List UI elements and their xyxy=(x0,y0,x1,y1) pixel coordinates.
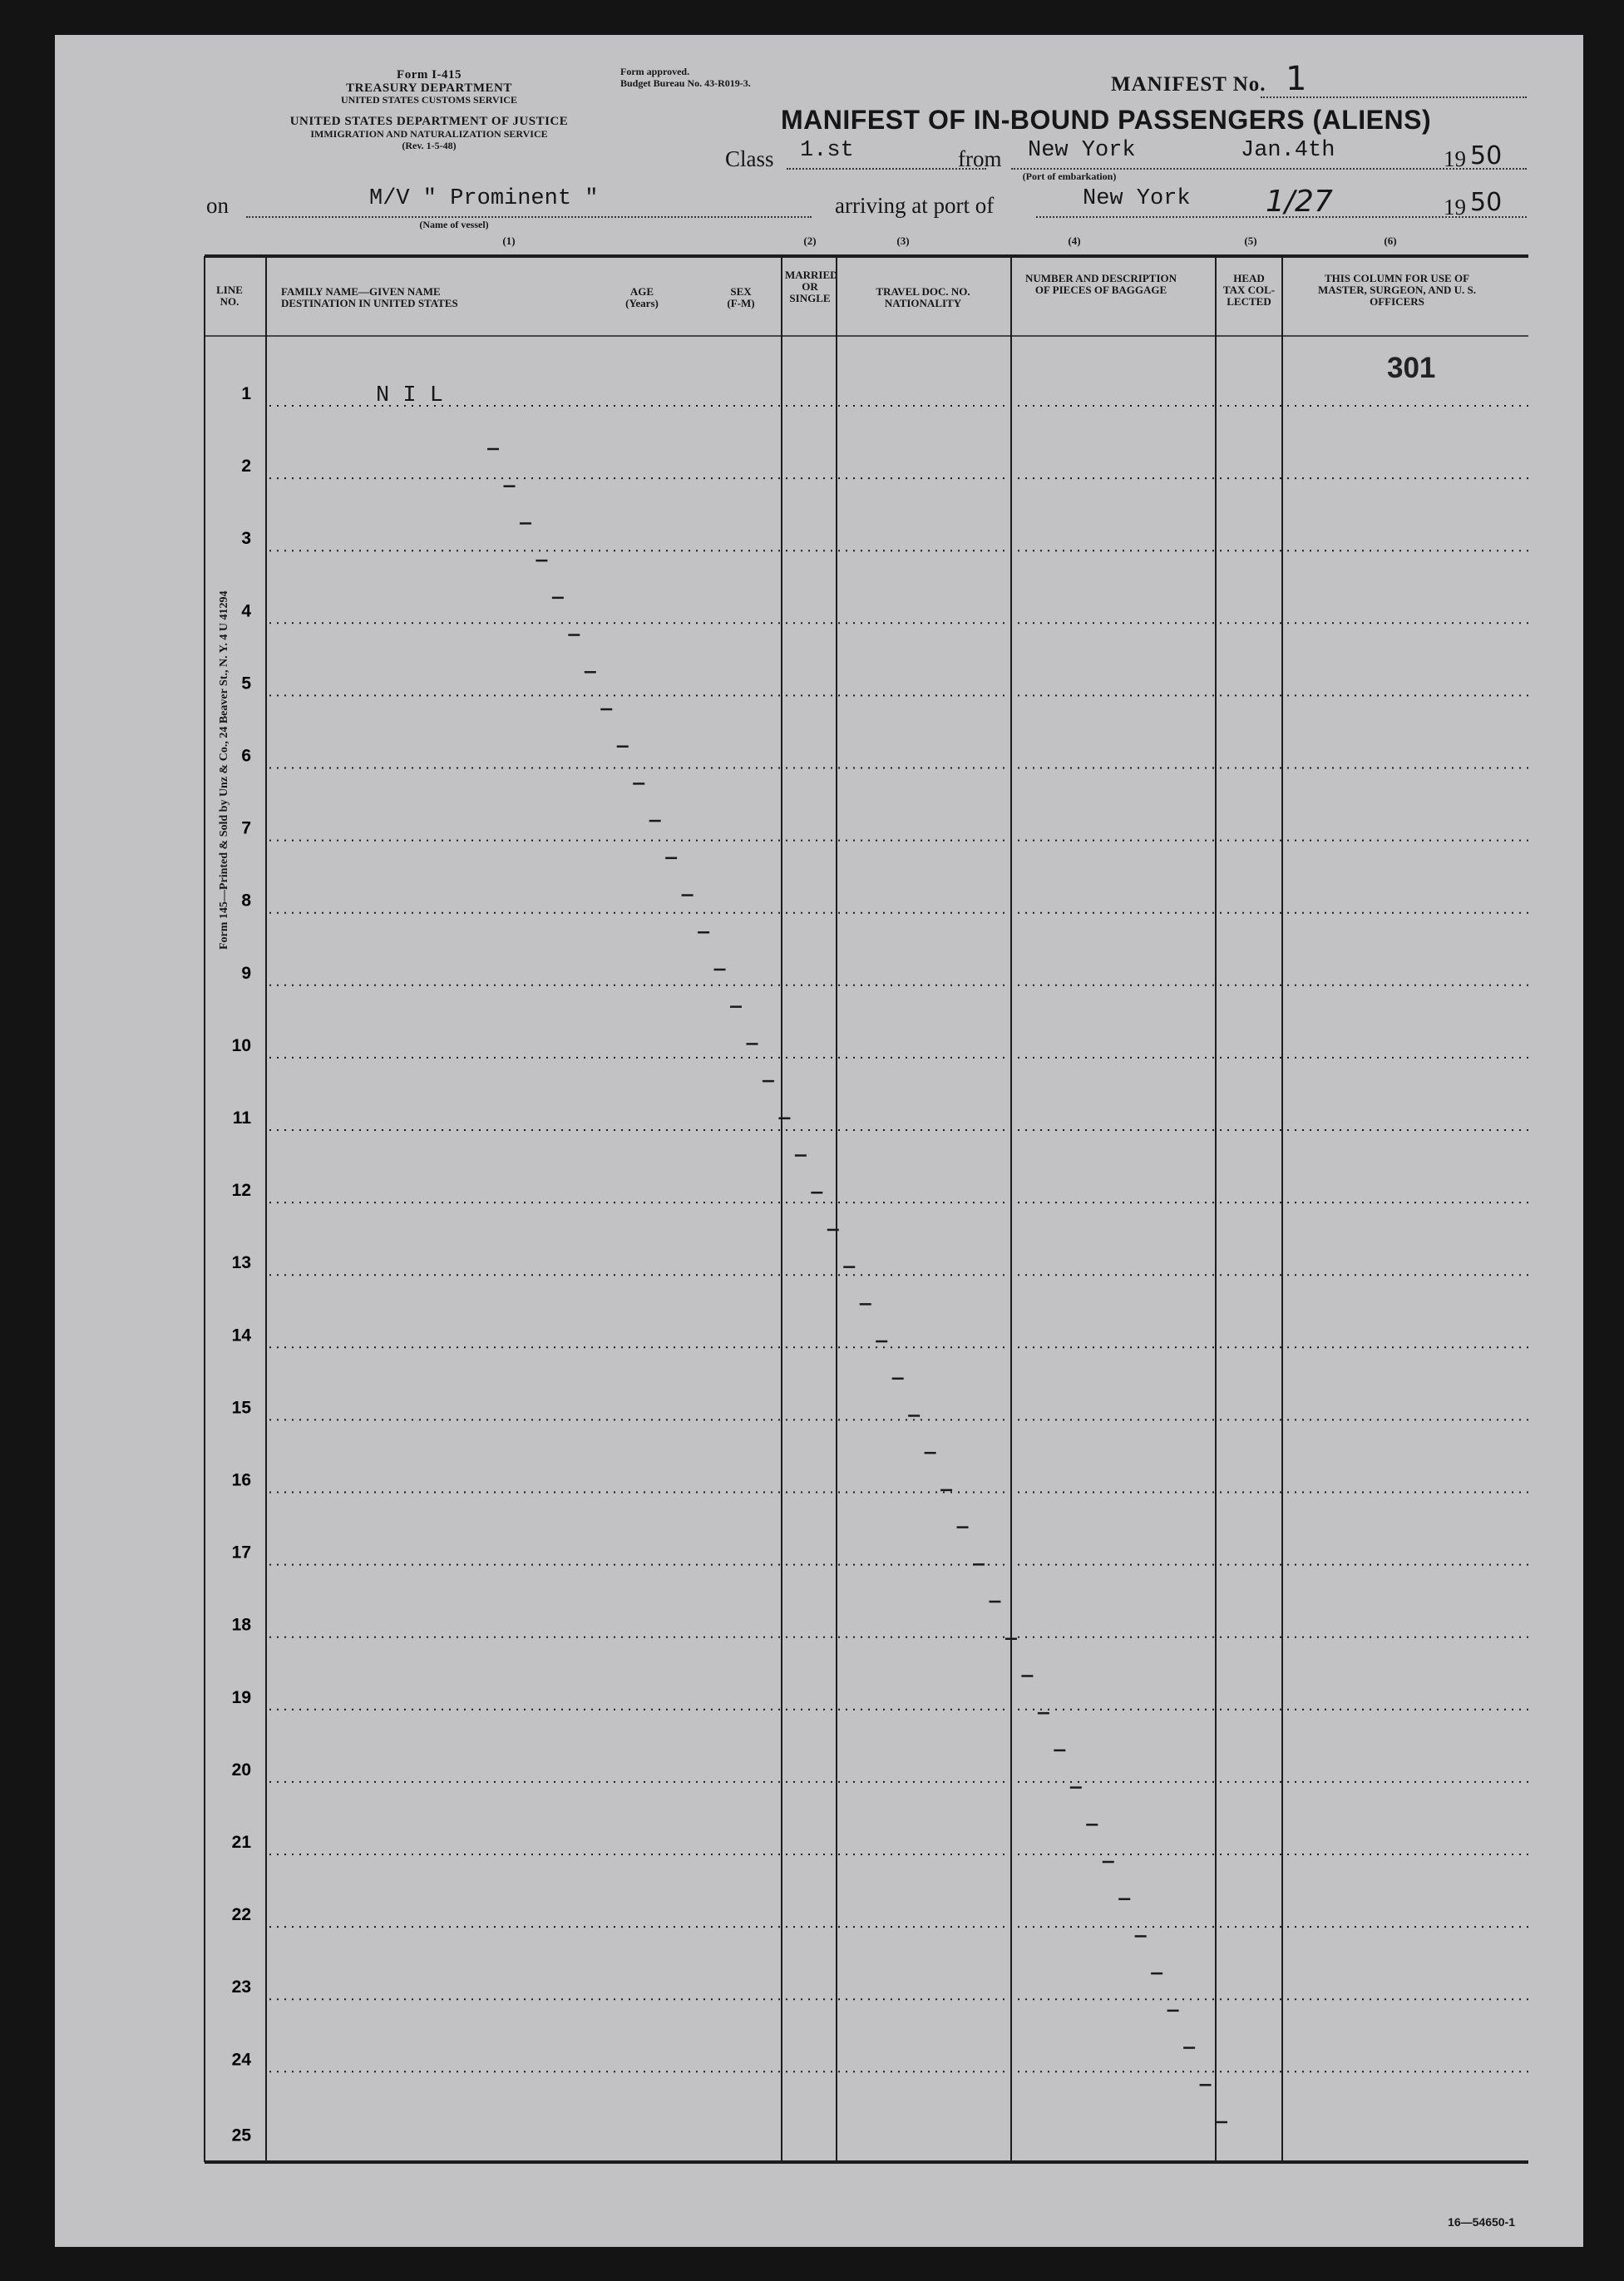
header-officers: THIS COLUMN FOR USE OF MASTER, SURGEON, AND U. S. OFFICERS xyxy=(1318,272,1476,308)
line-number: 17 xyxy=(231,1543,251,1563)
treasury-department: TREASURY DEPARTMENT xyxy=(346,81,512,95)
line-number: 9 xyxy=(241,963,251,983)
header-married: MARRIED OR SINGLE xyxy=(785,269,838,304)
class-value: 1.st xyxy=(800,138,854,163)
manifest-page xyxy=(55,35,1583,2247)
line-number: 4 xyxy=(241,601,251,621)
department-of-justice: UNITED STATES DEPARTMENT OF JUSTICE xyxy=(289,115,569,128)
year-value: 50 xyxy=(1470,141,1503,170)
manifest-title: MANIFEST OF IN-BOUND PASSENGERS (ALIENS) xyxy=(781,105,1432,135)
line-number: 10 xyxy=(231,1035,251,1055)
line-number: 20 xyxy=(231,1760,251,1780)
customs-service: UNITED STATES CUSTOMS SERVICE xyxy=(341,94,517,106)
date-value: Jan.4th xyxy=(1241,138,1335,163)
stamp-number: 301 xyxy=(1387,352,1436,384)
column-number: (5) xyxy=(1244,235,1257,247)
budget-bureau: Budget Bureau No. 43-R019-3. xyxy=(620,77,751,89)
line-number: 14 xyxy=(231,1326,251,1345)
nil-entry: N I L xyxy=(376,383,444,408)
header-family-name: FAMILY NAME—GIVEN NAME xyxy=(281,285,441,298)
line-number: 3 xyxy=(241,529,251,549)
line-number: 22 xyxy=(231,1905,251,1925)
line-number: 21 xyxy=(231,1833,251,1852)
class-label: Class xyxy=(725,146,774,171)
header-head-tax: HEAD TAX COL- LECTED xyxy=(1222,272,1276,308)
line-number: 6 xyxy=(241,746,251,766)
on-label: on xyxy=(206,193,229,218)
line-number: 5 xyxy=(241,674,251,694)
header-age-unit: (Years) xyxy=(625,297,659,309)
from-value: New York xyxy=(1028,138,1136,163)
header-travel-doc: TRAVEL DOC. NO. xyxy=(876,285,970,298)
vessel-name: M/V " Prominent " xyxy=(369,186,599,211)
year2-value: 50 xyxy=(1470,188,1503,217)
manifest-table xyxy=(55,35,1583,2247)
vessel-caption: (Name of vessel) xyxy=(419,219,489,230)
port-embarkation-caption: (Port of embarkation) xyxy=(1022,170,1117,182)
line-number: 25 xyxy=(231,2125,251,2145)
manifest-number-value: 1 xyxy=(1286,60,1307,98)
line-number: 16 xyxy=(231,1470,251,1490)
line-number: 13 xyxy=(231,1253,251,1273)
column-number: (3) xyxy=(896,235,910,247)
printer-imprint: Form 145—Printed & Sold by Unz & Co., 24 Beaver St., N. Y. 4 U 41294 xyxy=(218,590,230,950)
line-number: 15 xyxy=(231,1398,251,1418)
column-number: (1) xyxy=(502,235,516,247)
line-number: 12 xyxy=(231,1181,251,1201)
line-number: 7 xyxy=(241,818,251,838)
year-prefix: 19 xyxy=(1444,146,1466,171)
immigration-service: IMMIGRATION AND NATURALIZATION SERVICE xyxy=(310,128,548,140)
line-number: 24 xyxy=(231,2050,251,2070)
revision-date: (Rev. 1-5-48) xyxy=(402,140,457,151)
line-number: 8 xyxy=(241,891,251,911)
arriving-label: arriving at port of xyxy=(835,193,995,218)
from-label: from xyxy=(958,146,1002,171)
form-number: Form I-415 xyxy=(397,68,462,81)
arrival-date: 1/27 xyxy=(1266,185,1333,219)
header-baggage: NUMBER AND DESCRIPTION OF PIECES OF BAGGAGE xyxy=(1024,272,1177,296)
line-number: 1 xyxy=(241,384,251,403)
line-number: 11 xyxy=(232,1108,251,1128)
header-age: AGE xyxy=(629,285,654,298)
header-sex: SEX xyxy=(730,285,752,298)
year2-prefix: 19 xyxy=(1444,195,1466,220)
line-number: 18 xyxy=(231,1615,251,1635)
column-number: (4) xyxy=(1068,235,1081,247)
form-approved: Form approved. xyxy=(620,66,690,77)
header-destination: DESTINATION IN UNITED STATES xyxy=(281,297,458,309)
form-code: 16—54650-1 xyxy=(1448,2215,1515,2229)
header-sex-unit: (F-M) xyxy=(727,297,755,309)
manifest-number-label: MANIFEST No. xyxy=(1111,73,1266,96)
column-number: (2) xyxy=(803,235,817,247)
header-nationality: NATIONALITY xyxy=(884,297,962,309)
arrival-port: New York xyxy=(1083,186,1191,211)
line-number: 23 xyxy=(231,1977,251,1997)
line-number: 19 xyxy=(231,1687,251,1707)
line-number: 2 xyxy=(241,457,251,476)
header-line-no: LINE NO. xyxy=(216,284,243,308)
column-number: (6) xyxy=(1384,235,1397,247)
